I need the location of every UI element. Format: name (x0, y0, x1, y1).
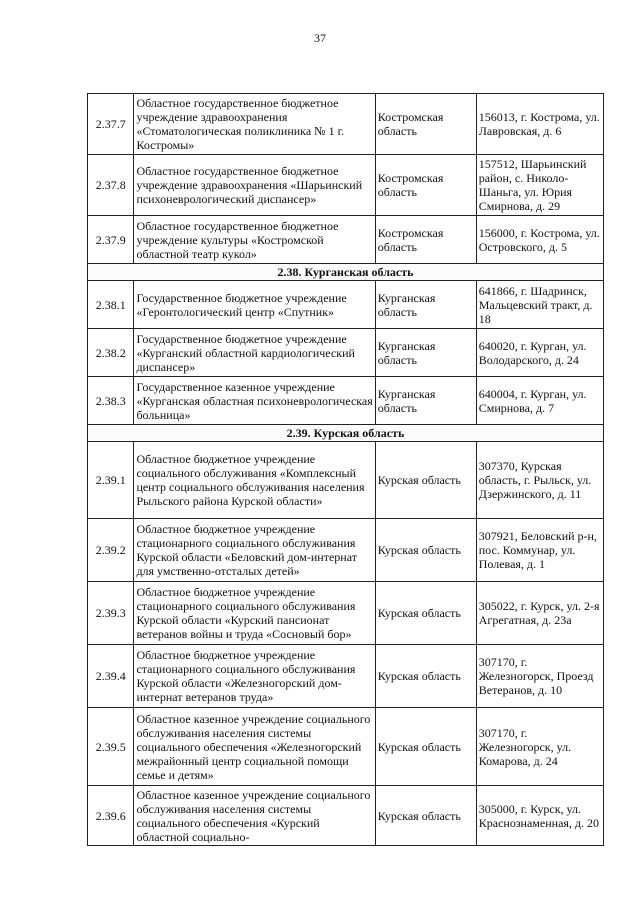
address: 157512, Шарьинский район, с. Николо-Шаньга, ул. Юрия Смирнова, д. 29 (476, 155, 603, 216)
table-row (88, 582, 604, 645)
region: Курская область (375, 708, 476, 786)
table-row (88, 281, 604, 329)
row-number: 2.38.2 (88, 329, 134, 377)
row-number: 2.38.1 (88, 281, 134, 329)
region: Курганская область (375, 329, 476, 377)
institution-name: Областное бюджетное учреждение стационарного социального обслуживания Курской области «Курский пансионат ветеранов войны и труда «Сосновый бор» (134, 582, 375, 645)
section-row (88, 264, 604, 281)
region: Курганская область (375, 281, 476, 329)
institution-name: Областное бюджетное учреждение социального обслуживания «Комплексный центр социального обслуживания населения Рыльского района Курской области» (134, 442, 375, 519)
section-title: 2.39. Курская область (88, 425, 604, 442)
address: 640020, г. Курган, ул. Володарского, д. 24 (476, 329, 603, 377)
institution-name: Областное государственное бюджетное учреждение здравоохранения «Стоматологическая поликлиника № 1 г. Костромы» (134, 94, 375, 155)
address: 307370, Курская область, г. Рыльск, ул. Дзержинского, д. 11 (476, 442, 603, 519)
region: Курская область (375, 786, 476, 846)
address: 641866, г. Шадринск, Мальцевский тракт, д. 18 (476, 281, 603, 329)
region: Курская область (375, 645, 476, 708)
address: 307170, г. Железногорск, ул. Комарова, д. 24 (476, 708, 603, 786)
region: Курская область (375, 442, 476, 519)
address: 640004, г. Курган, ул. Смирнова, д. 7 (476, 377, 603, 425)
table-row (88, 377, 604, 425)
institution-name: Областное государственное бюджетное учреждение здравоохранения «Шарьинский психоневрологический диспансер» (134, 155, 375, 216)
row-number: 2.39.3 (88, 582, 134, 645)
row-number: 2.39.1 (88, 442, 134, 519)
table-row (88, 708, 604, 786)
page-number: 37 (314, 31, 326, 45)
row-number: 2.39.4 (88, 645, 134, 708)
table-row (88, 645, 604, 708)
address: 156000, г. Кострома, ул. Островского, д. 5 (476, 216, 603, 264)
region: Курганская область (375, 377, 476, 425)
institutions-table (87, 93, 604, 846)
table-row (88, 94, 604, 155)
row-number: 2.39.5 (88, 708, 134, 786)
region: Костромская область (375, 216, 476, 264)
institution-name: Областное казенное учреждение социального обслуживания населения системы социального обеспечения «Курский областной социально- (134, 786, 375, 846)
institution-name: Областное государственное бюджетное учреждение культуры «Костромской областной театр кукол» (134, 216, 375, 264)
address: 305000, г. Курск, ул. Краснознаменная, д. 20 (476, 786, 603, 846)
region: Курская область (375, 582, 476, 645)
table-row (88, 329, 604, 377)
section-title: 2.38. Курганская область (88, 264, 604, 281)
institution-name: Областное бюджетное учреждение стационарного социального обслуживания Курской области «Беловский дом-интернат для умственно-отсталых детей» (134, 519, 375, 582)
table-row (88, 155, 604, 216)
institution-name: Государственное бюджетное учреждение «Курганский областной кардиологический диспансер» (134, 329, 375, 377)
region: Костромская область (375, 155, 476, 216)
institution-name: Областное казенное учреждение социального обслуживания населения системы социального обеспечения «Железногорский межрайонный центр социальной помощи семье и детям» (134, 708, 375, 786)
row-number: 2.37.8 (88, 155, 134, 216)
address: 305022, г. Курск, ул. 2-я Агрегатная, д. 23а (476, 582, 603, 645)
row-number: 2.37.9 (88, 216, 134, 264)
row-number: 2.37.7 (88, 94, 134, 155)
row-number: 2.38.3 (88, 377, 134, 425)
institution-name: Государственное бюджетное учреждение «Геронтологический центр «Спутник» (134, 281, 375, 329)
table-row (88, 216, 604, 264)
address: 307170, г. Железногорск, Проезд Ветеранов, д. 10 (476, 645, 603, 708)
table-row (88, 786, 604, 846)
address: 156013, г. Кострома, ул. Лавровская, д. 6 (476, 94, 603, 155)
row-number: 2.39.2 (88, 519, 134, 582)
address: 307921, Беловский р-н, пос. Коммунар, ул. Полевая, д. 1 (476, 519, 603, 582)
institution-name: Государственное казенное учреждение «Курганская областная психоневрологическая больница» (134, 377, 375, 425)
section-row (88, 425, 604, 442)
table-row (88, 519, 604, 582)
table-row (88, 442, 604, 519)
institution-name: Областное бюджетное учреждение стационарного социального обслуживания Курской области «Железногорский дом-интернат ветеранов труда» (134, 645, 375, 708)
row-number: 2.39.6 (88, 786, 134, 846)
region: Костромская область (375, 94, 476, 155)
region: Курская область (375, 519, 476, 582)
